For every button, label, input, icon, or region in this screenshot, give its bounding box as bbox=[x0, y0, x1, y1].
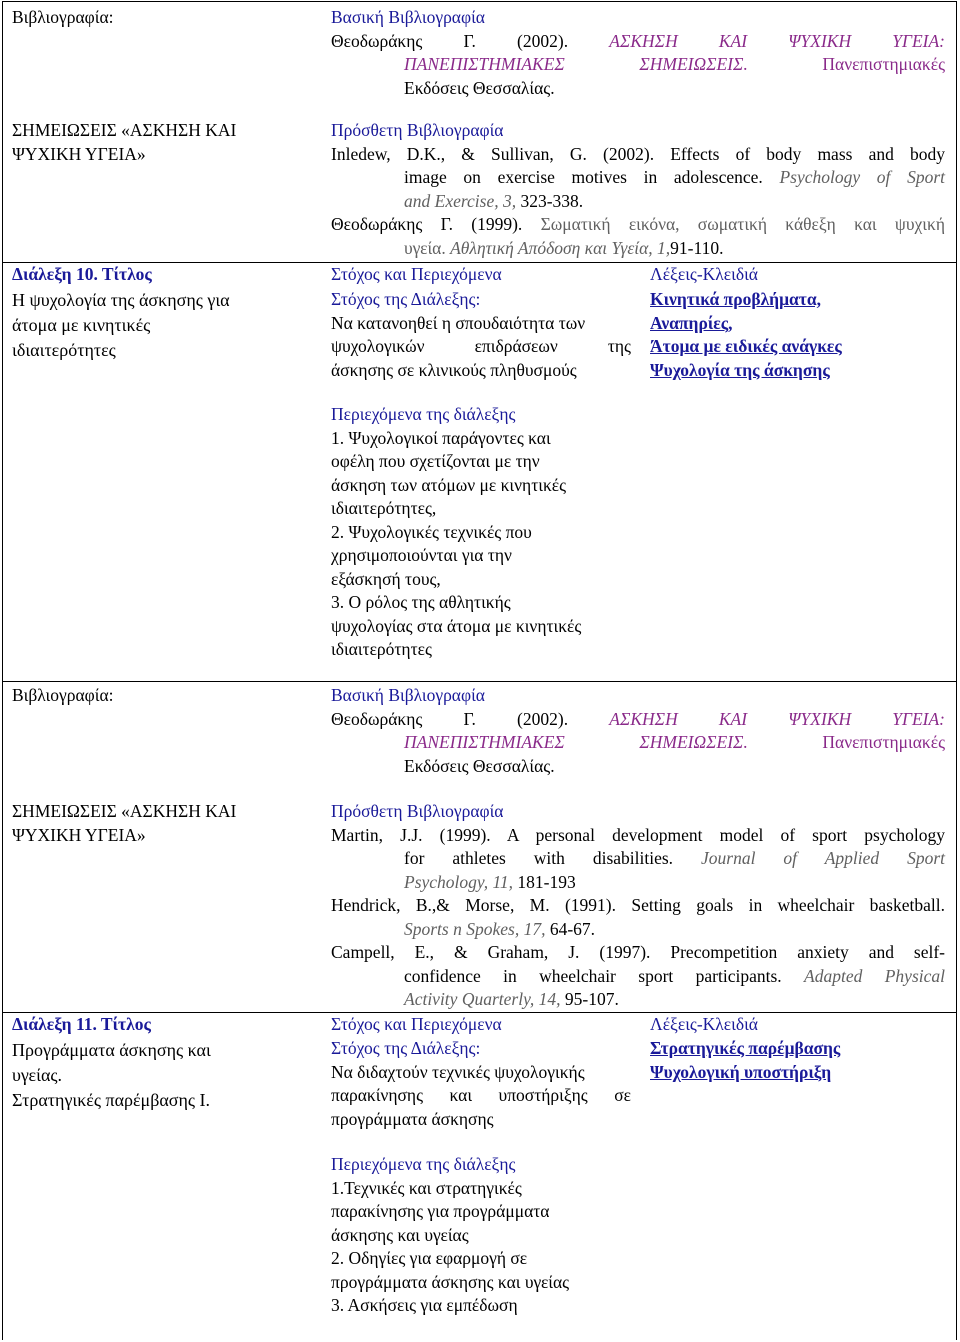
lecture-title: Η ψυχολογία της άσκησης για άτομα με κινητικές ιδιαιτερότητες bbox=[12, 290, 230, 360]
reference: Campell, E., & Graham, J. (1997). Precompetition anxiety and self- bbox=[331, 942, 945, 962]
reference: Inledew, D.K., & Sullivan, G. (2002). Effects of body mass and body bbox=[331, 143, 945, 164]
lecture-title-header: Διάλεξη 11. Τίτλος bbox=[12, 1014, 151, 1034]
reference: Θεοδωράκης Γ. (2002). ΑΣΚΗΣΗ ΚΑΙ ΨΥΧΙΚΗ ΥΓΕΙΑ: bbox=[331, 708, 946, 729]
additional-bibliography: Πρόσθετη Βιβλιογραφία Martin, J.J. (1999). A personal development model of sport psychology for athletes with disabilities. Journal of Applied Sport Psychology, 11, 181-193 Hendrick, B.,& Morse, M. (1991). Setting goals in wheelchair basketball. Sports n Spokes, 17, 64-67. Campell, E., & Graham, J. (1997). Precompetition anxiety and self- confidence in wheelchair sport participants. Adapted Physical Activity Quarterly, 14, 95-107. bbox=[331, 801, 946, 1009]
goal-header: Στόχος και Περιεχόμενα bbox=[331, 264, 502, 284]
lecture-goal: Στόχος της Διάλεξης: Να κατανοηθεί η σπουδαιότητα των ψυχολογικών επιδράσεων της άσκησης σε κλινικούς πληθυσμούς bbox=[331, 289, 631, 380]
additional-bibliography: Πρόσθετη Βιβλιογραφία Inledew, D.K., & Sullivan, G. (2002). Effects of body mass and body image on exercise motives in adolescence. Psychology of Sport and Exercise, 3, 323-338. Θεοδωράκης Γ. (1999). Σωματική εικόνα, σωματική κάθεξη και ψυχική υγεία. Αθλητική Απόδοση και Υγεία, 1,91-110. bbox=[331, 120, 946, 258]
reference: Martin, J.J. (1999). A personal development model of sport psychology bbox=[331, 824, 945, 845]
bibliography-row-2 bbox=[2, 681, 957, 682]
lecture-title-header: Διάλεξη 10. Τίτλος bbox=[12, 264, 152, 284]
goal-label: Στόχος της Διάλεξης: bbox=[331, 289, 481, 309]
contents-label: Περιεχόμενα της διάλεξης bbox=[331, 404, 516, 424]
additional-bibliography-heading: Πρόσθετη Βιβλιογραφία bbox=[331, 120, 504, 140]
lecture-title: Προγράμματα άσκησης και υγείας. Στρατηγικές παρέμβασης Ι. bbox=[12, 1040, 211, 1110]
keywords-header: Λέξεις-Κλειδιά bbox=[650, 264, 758, 284]
goal-label: Στόχος της Διάλεξης: bbox=[331, 1038, 481, 1058]
reference: Θεοδωράκης Γ. (1999). Σωματική εικόνα, σωματική κάθεξη και ψυχική bbox=[331, 214, 945, 234]
lecture-goal: Στόχος της Διάλεξης: Να διδαχτούν τεχνικές ψυχολογικής παρακίνησης και υποστήριξης σε προγράμματα άσκησης bbox=[331, 1038, 631, 1129]
basic-bibliography: Βασική Βιβλιογραφία Θεοδωράκης Γ. (2002). ΑΣΚΗΣΗ ΚΑΙ ΨΥΧΙΚΗ ΥΓΕΙΑ: ΠΑΝΕΠΙΣΤΗΜΙΑΚΕΣ ΣΗΜΕΙΩΣΕΙΣ. Πανεπιστημιακές Εκδόσεις Θεσσαλίας. bbox=[331, 7, 946, 98]
notes-title: ΣΗΜΕΙΩΣΕΙΣ «ΑΣΚΗΣΗ ΚΑΙ ΨΥΧΙΚΗ ΥΓΕΙΑ» bbox=[12, 120, 237, 164]
reference: Θεοδωράκης Γ. (2002). ΑΣΚΗΣΗ ΚΑΙ ΨΥΧΙΚΗ ΥΓΕΙΑ: bbox=[331, 30, 946, 51]
contents-label: Περιεχόμενα της διάλεξης bbox=[331, 1154, 516, 1174]
keywords-list: Κινητικά προβλήματα, Αναπηρίες, Άτομα με ειδικές ανάγκες Ψυχολογία της άσκησης bbox=[650, 289, 842, 380]
keywords-header: Λέξεις-Κλειδιά bbox=[650, 1014, 758, 1034]
keywords-list: Στρατηγικές παρέμβασης Ψυχολογική υποστήριξη bbox=[650, 1038, 841, 1082]
basic-bibliography-heading: Βασική Βιβλιογραφία bbox=[331, 685, 485, 705]
basic-bibliography: Βασική Βιβλιογραφία Θεοδωράκης Γ. (2002). ΑΣΚΗΣΗ ΚΑΙ ΨΥΧΙΚΗ ΥΓΕΙΑ: ΠΑΝΕΠΙΣΤΗΜΙΑΚΕΣ ΣΗΜΕΙΩΣΕΙΣ. Πανεπιστημιακές Εκδόσεις Θεσσαλίας. bbox=[331, 685, 946, 776]
basic-bibliography-heading: Βασική Βιβλιογραφία bbox=[331, 7, 485, 27]
reference: Hendrick, B.,& Morse, M. (1991). Setting goals in wheelchair basketball. bbox=[331, 895, 945, 915]
lecture-contents: Περιεχόμενα της διάλεξης 1.Τεχνικές και στρατηγικές παρακίνησης για προγράμματα άσκησης και υγείας 2. Οδηγίες για εφαρμογή σε προγράμματα άσκησης και υγείας 3. Ασκήσεις για εμπέδωση bbox=[331, 1153, 945, 1318]
additional-bibliography-heading: Πρόσθετη Βιβλιογραφία bbox=[331, 801, 504, 821]
biblio-label: Βιβλιογραφία: bbox=[12, 685, 114, 705]
notes-title: ΣΗΜΕΙΩΣΕΙΣ «ΑΣΚΗΣΗ ΚΑΙ ΨΥΧΙΚΗ ΥΓΕΙΑ» bbox=[12, 801, 237, 845]
goal-header: Στόχος και Περιεχόμενα bbox=[331, 1014, 502, 1034]
lecture-contents: Περιεχόμενα της διάλεξης 1. Ψυχολογικοί παράγοντες και οφέλη που σχετίζονται με την άσκηση των ατόμων με κινητικές ιδιαιτερότητες, 2. Ψυχολογικές τεχνικές που χρησιμοποιούνται για την εξάσκησή τους, 3. Ο ρόλος της αθλητικής ψυχολογίας στα άτομα με κινητικές ιδιαιτερότητες bbox=[331, 403, 945, 662]
biblio-label: Βιβλιογραφία: bbox=[12, 7, 114, 27]
